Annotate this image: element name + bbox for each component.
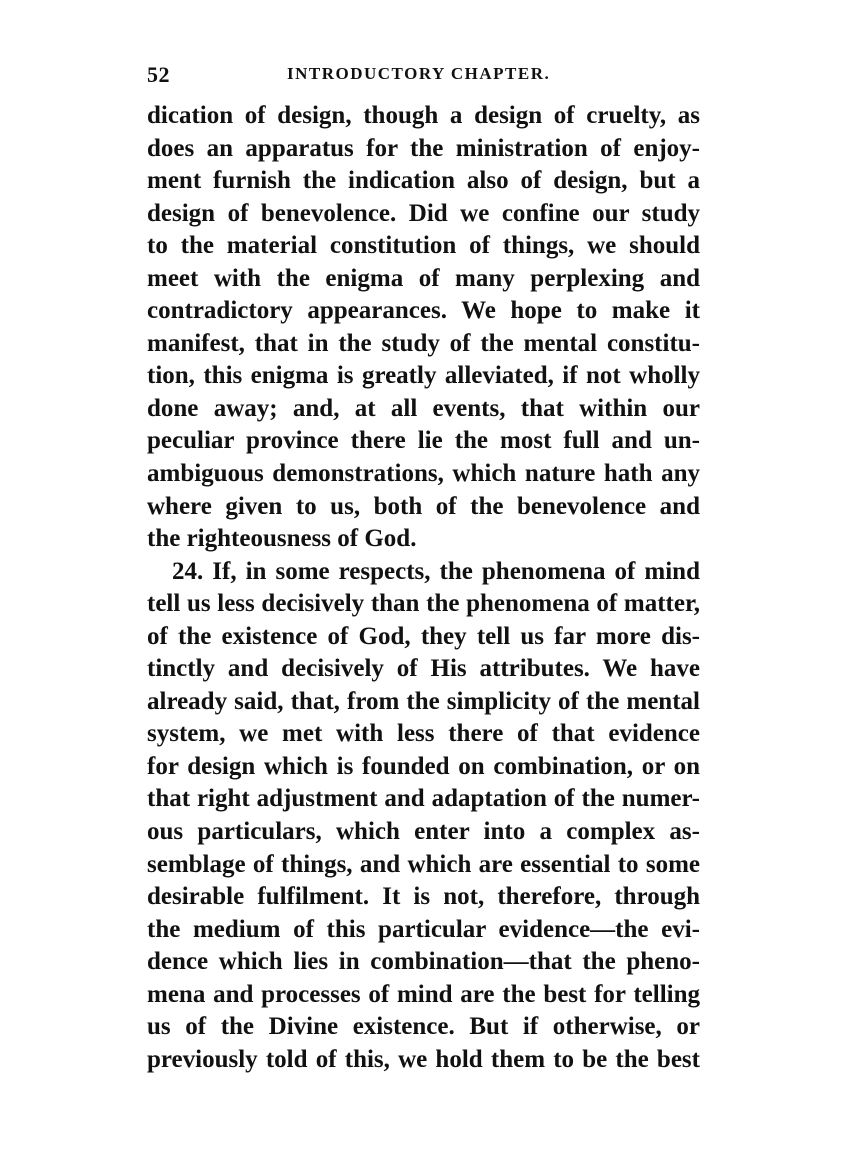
text-line: where given to us, both of the benevolence and bbox=[147, 492, 700, 520]
text-line: tell us less decisively than the phenomena of matter, bbox=[147, 590, 700, 618]
text-line: mena and processes of mind are the best for telling bbox=[147, 980, 700, 1008]
section-24-first-line: 24. If, in some respects, the phenomena of mind bbox=[172, 557, 700, 585]
text-line: done away; and, at all events, that within our bbox=[147, 394, 700, 422]
text-line: does an apparatus for the ministration of enjoy- bbox=[147, 134, 700, 162]
text-line: of the existence of God, they tell us far more dis- bbox=[147, 622, 700, 650]
paragraph-end-line: the righteousness of God. bbox=[147, 525, 417, 553]
text-line: ous particulars, which enter into a complex as- bbox=[147, 818, 700, 846]
text-line: ambiguous demonstrations, which nature hath any bbox=[147, 460, 700, 488]
text-line: previously told of this, we hold them to be the best bbox=[147, 1045, 700, 1073]
text-line: to the material constitution of things, we should bbox=[147, 232, 700, 260]
text-line: that right adjustment and adaptation of the numer- bbox=[147, 785, 700, 813]
text-line: tion, this enigma is greatly alleviated, if not wholly bbox=[147, 362, 700, 390]
body-text bbox=[147, 100, 700, 1076]
text-line: already said, that, from the simplicity of the mental bbox=[147, 687, 700, 715]
text-line: semblage of things, and which are essential to some bbox=[147, 850, 700, 878]
page-number: 52 bbox=[147, 62, 170, 87]
text-line: dication of design, though a design of cruelty, as bbox=[147, 102, 700, 129]
text-line: desirable fulfilment. It is not, therefore, through bbox=[147, 883, 700, 911]
text-line: design of benevolence. Did we confine our study bbox=[147, 199, 700, 227]
text-line: us of the Divine existence. But if otherwise, or bbox=[147, 1013, 700, 1041]
text-line: meet with the enigma of many perplexing and bbox=[147, 264, 700, 292]
text-line: system, we met with less there of that evidence bbox=[147, 720, 700, 748]
text-line: dence which lies in combination—that the pheno- bbox=[147, 948, 700, 976]
text-line: tinctly and decisively of His attributes. We have bbox=[147, 655, 700, 683]
text-line: the medium of this particular evidence—the evi- bbox=[147, 915, 700, 943]
running-head bbox=[147, 60, 700, 90]
text-line: contradictory appearances. We hope to make it bbox=[147, 297, 700, 325]
text-line: manifest, that in the study of the mental constitu- bbox=[147, 329, 700, 357]
text-line: for design which is founded on combination, or on bbox=[147, 752, 700, 780]
text-line: peculiar province there lie the most full and un- bbox=[147, 427, 700, 455]
running-title: INTRODUCTORY CHAPTER. bbox=[287, 64, 551, 83]
text-line: ment furnish the indication also of design, but a bbox=[147, 167, 700, 195]
